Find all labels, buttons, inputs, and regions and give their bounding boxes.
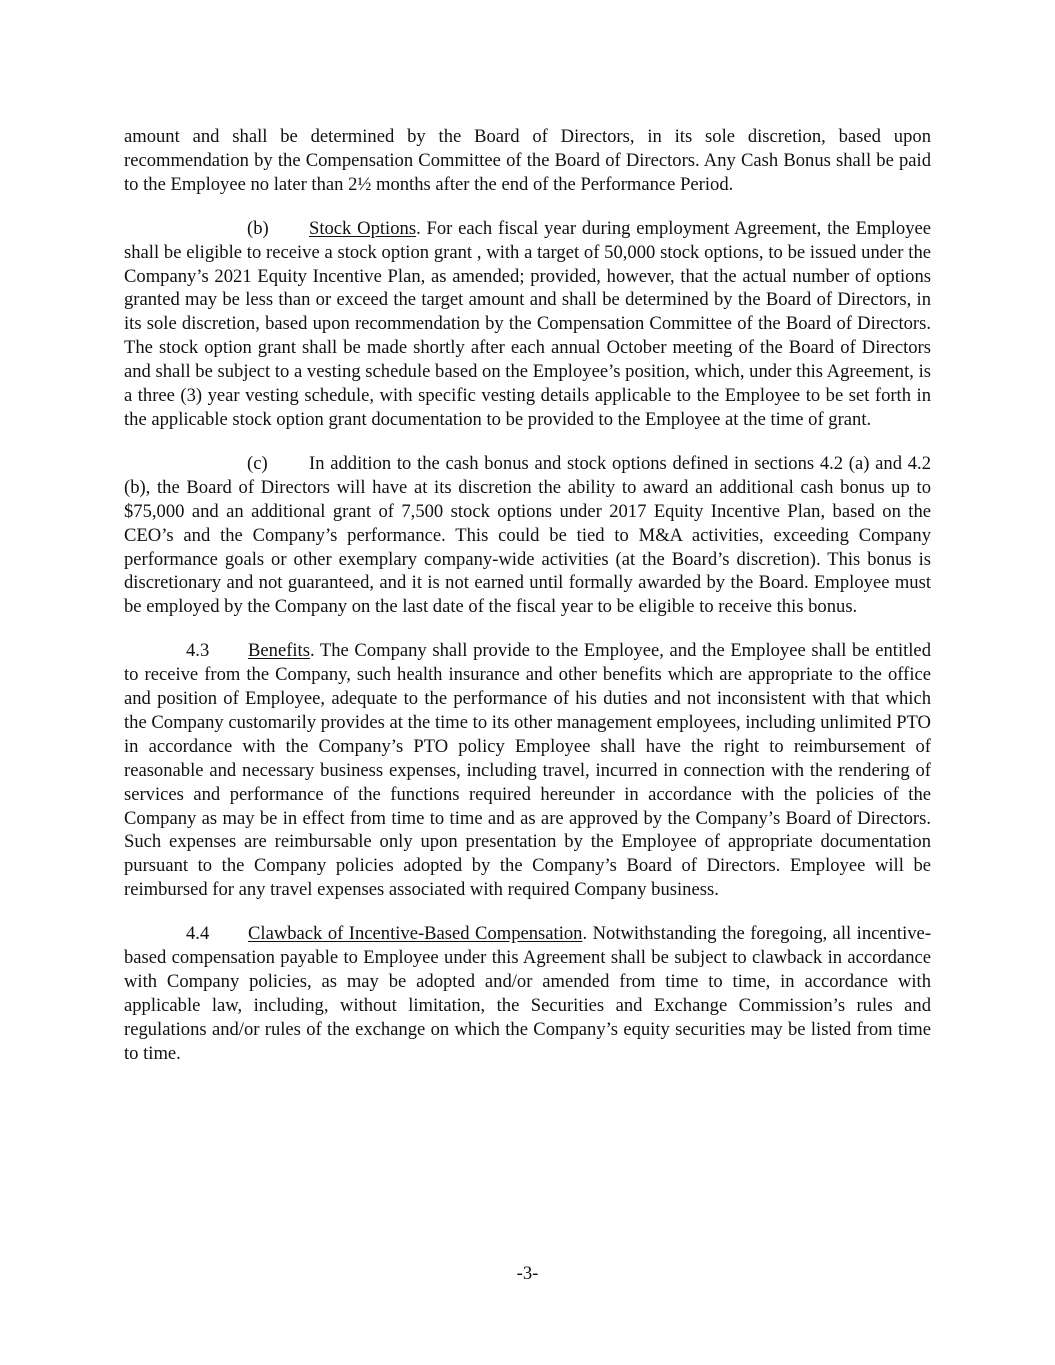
section-c-label: (c) <box>247 452 268 474</box>
section-b-text: . For each fiscal year during employment Agreement, the Employee shall be eligible to receive a stock option grant , with a target of 50,000 stock options, to be issued under the Company’s 2021 Equity Incentive Plan, as amended; provided, however, that the actual number of options granted may be less than or exceed the target amount and shall be determined by the Board of Directors, in its sole discretion, based upon recommendation by the Compensation Committee of the Board of Directors. The stock option grant shall be made shortly after each annual October meeting of the Board of Directors and shall be subject to a vesting schedule based on the Employee’s position, which, under this Agreement, is a three (3) year vesting schedule, with specific vesting details applicable to the Employee to be set forth in the applicable stock option grant documentation to be provided to the Employee at the time of grant. <box>124 217 931 430</box>
page-number: -3- <box>516 1263 539 1284</box>
section-4-3-heading: Benefits <box>248 640 310 662</box>
section-4-4-paragraph <box>124 922 931 1065</box>
section-c-paragraph <box>124 452 931 619</box>
section-4-3-text: . The Company shall provide to the Employee, and the Employee shall be entitled to receive from the Company, such health insurance and other benefits which are appropriate to the office and position of Employee, adequate to the performance of his duties and not inconsistent with that which the Company customarily provides at the time to its other management employees, including unlimited PTO in accordance with the Company’s PTO policy Employee shall have the right to reimbursement of reasonable and necessary business expenses, including travel, incurred in connection with the rendering of services and performance of the functions required hereunder in accordance with the policies of the Company as may be in effect from time to time and as are approved by the Company’s Board of Directors. Such expenses are reimbursable only upon presentation by the Employee of appropriate documentation pursuant to the Company policies adopted by the Company’s Board of Directors. Employee will be reimbursed for any travel expenses associated with required Company business. <box>124 640 931 901</box>
section-4-3-paragraph <box>124 639 931 902</box>
section-4-4-number: 4.4 <box>186 923 210 945</box>
intro-paragraph <box>124 125 931 197</box>
section-b-label: (b) <box>247 217 269 239</box>
section-c-text: In addition to the cash bonus and stock options defined in sections 4.2 (a) and 4.2 (b), the Board of Directors will have at its discretion the ability to award an additional cash bonus up to $75,000 and an additional grant of 7,500 stock options under 2017 Equity Incentive Plan, based on the CEO’s and the Company’s performance. This could be tied to M&A activities, exceeding Company performance goals or other exemplary company-wide activities (at the Board’s discretion). This bonus is discretionary and not guaranteed, and it is not earned until formally awarded by the Board. Employee must be employed by the Company on the last date of the fiscal year to be eligible to receive this bonus. <box>124 452 931 618</box>
section-4-4-heading: Clawback of Incentive-Based Compensation <box>248 923 583 945</box>
section-4-3-number: 4.3 <box>186 640 210 662</box>
section-4-4-text: . Notwithstanding the foregoing, all incentive-based compensation payable to Employee under this Agreement shall be subject to clawback in accordance with Company policies, as may be adopted and/or amended from time to time, in accordance with applicable law, including, without limitation, the Securities and Exchange Commission’s rules and regulations and/or rules of the exchange on which the Company’s equity securities may be listed from time to time. <box>124 923 932 1064</box>
section-b-heading: Stock Options <box>309 217 417 239</box>
section-b-paragraph <box>124 217 931 432</box>
page-body <box>124 125 931 1086</box>
intro-text: amount and shall be determined by the Board of Directors, in its sole discretion, based upon recommendation by the Compensation Committee of the Board of Directors. Any Cash Bonus shall be paid to the Employee no later than 2½ months after the end of the Performance Period. <box>124 126 931 195</box>
